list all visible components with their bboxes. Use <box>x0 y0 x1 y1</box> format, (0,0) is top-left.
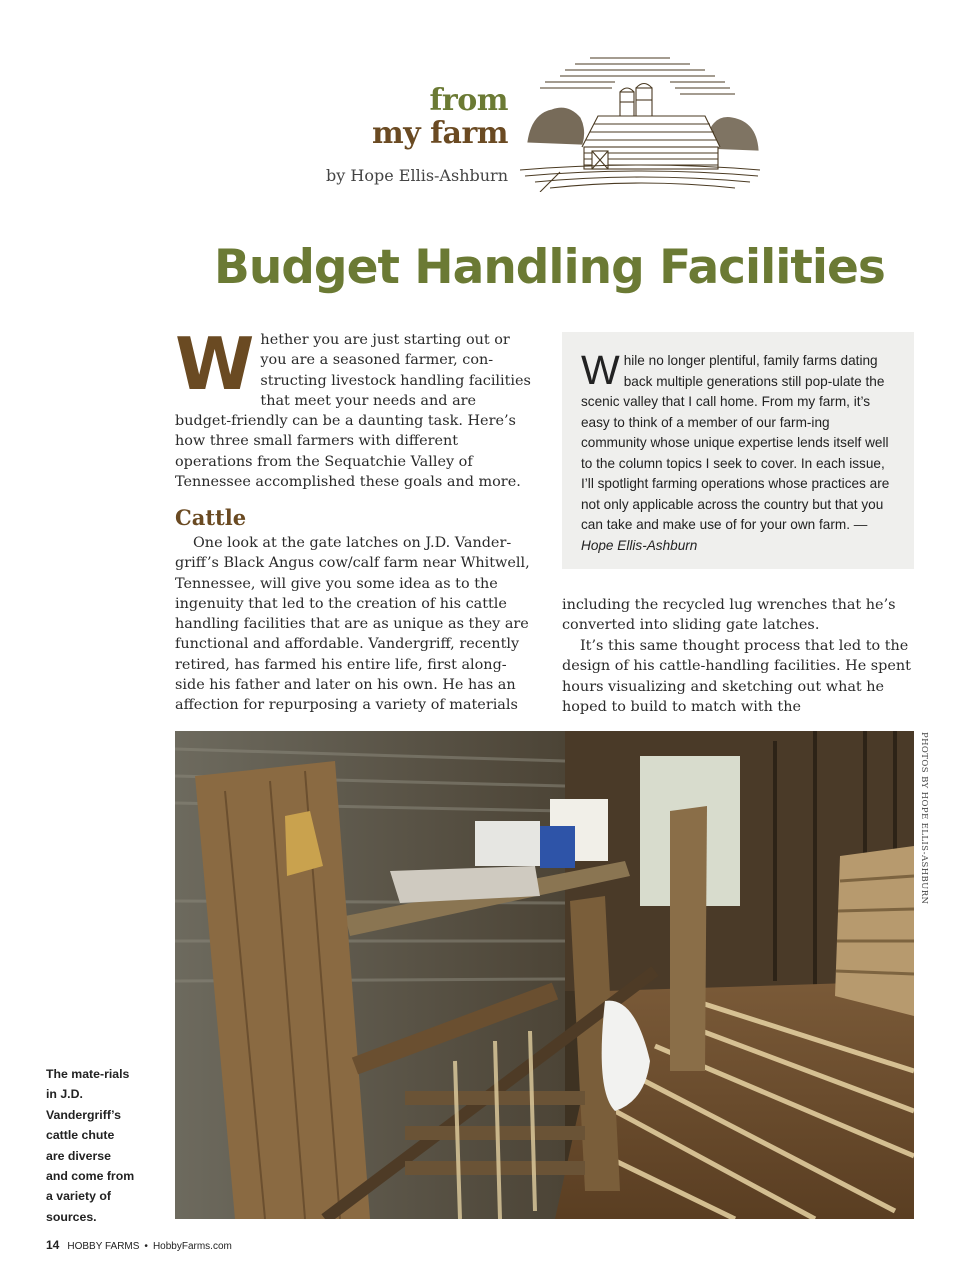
photo-credit-text: PHOTOS BY HOPE ELLIS-ASHBURN <box>919 732 929 905</box>
sidebar-drop-cap: W <box>581 347 620 393</box>
drop-cap: W <box>175 322 255 406</box>
magazine-name: HOBBY FARMS <box>67 1241 140 1252</box>
byline: by Hope Ellis-Ashburn <box>326 166 508 185</box>
sidebar-body: hile no longer plentiful, family farms dating back multiple generations still pop-ulate the scenic valley that I call home. From my farm, it’s easy to think of a member of our farm-ing community whose unique expertise lends itself well to the column topics I seek to cover. In each issue, I’ll spotlight farming operations whose practices are not only applicable across the country but that you can take and make use of for your own farm. <box>581 353 890 532</box>
column-kicker-my-farm: my farm <box>371 116 508 151</box>
barn-farm-illustration-icon <box>520 52 765 192</box>
sidebar-text <box>581 347 897 556</box>
section-heading-cattle: Cattle <box>175 505 247 530</box>
sidebar-box <box>562 332 914 569</box>
page-footer <box>46 1238 232 1252</box>
page-number: 14 <box>46 1238 60 1252</box>
cattle-chute-photo <box>175 731 914 1219</box>
sidebar-signature: — Hope Ellis-Ashburn <box>581 517 868 553</box>
column2-paragraph-1: including the recycled lug wrenches that he’s converted into sliding gate latches. <box>562 597 896 634</box>
cattle-paragraph: One look at the gate latches on J.D. Vander-griff’s Black Angus cow/calf farm near Whitwell, Tennessee, will give you some idea as to the ingenuity that led to the creation of his cattle handling facilities that are as unique as they are functional and affordable. Vandergriff, recently retired, has farmed his entire life, first along-side his father and later on his own. He has an affection for repurposing a variety of materials <box>175 535 530 714</box>
photo-credit <box>919 732 933 905</box>
article-headline: Budget Handling Facilities <box>214 240 885 295</box>
column2-paragraph-2: It’s this same thought process that led to the design of his cattle-handling facilities. He spent hours visualizing and sketching out what he hoped to build to match with the <box>562 638 911 715</box>
website-url: HobbyFarms.com <box>152 1241 232 1252</box>
column-kicker-from: from <box>429 83 508 118</box>
intro-text: hether you are just starting out or you are a seasoned farmer, con-structing livestock handling facilities that meet your needs and are budget-friendly can be a daunting task. Here’s how three small farmers with different operations from the Sequatchie Valley of Tennessee accomplished these goals and more. <box>175 332 531 491</box>
intro-paragraph <box>175 322 531 492</box>
photo-caption: The mate-rials in J.D. Vandergriff’s cattle chute are diverse and come from a variety of sources. <box>46 1067 135 1224</box>
footer-bullet: • <box>144 1241 148 1252</box>
